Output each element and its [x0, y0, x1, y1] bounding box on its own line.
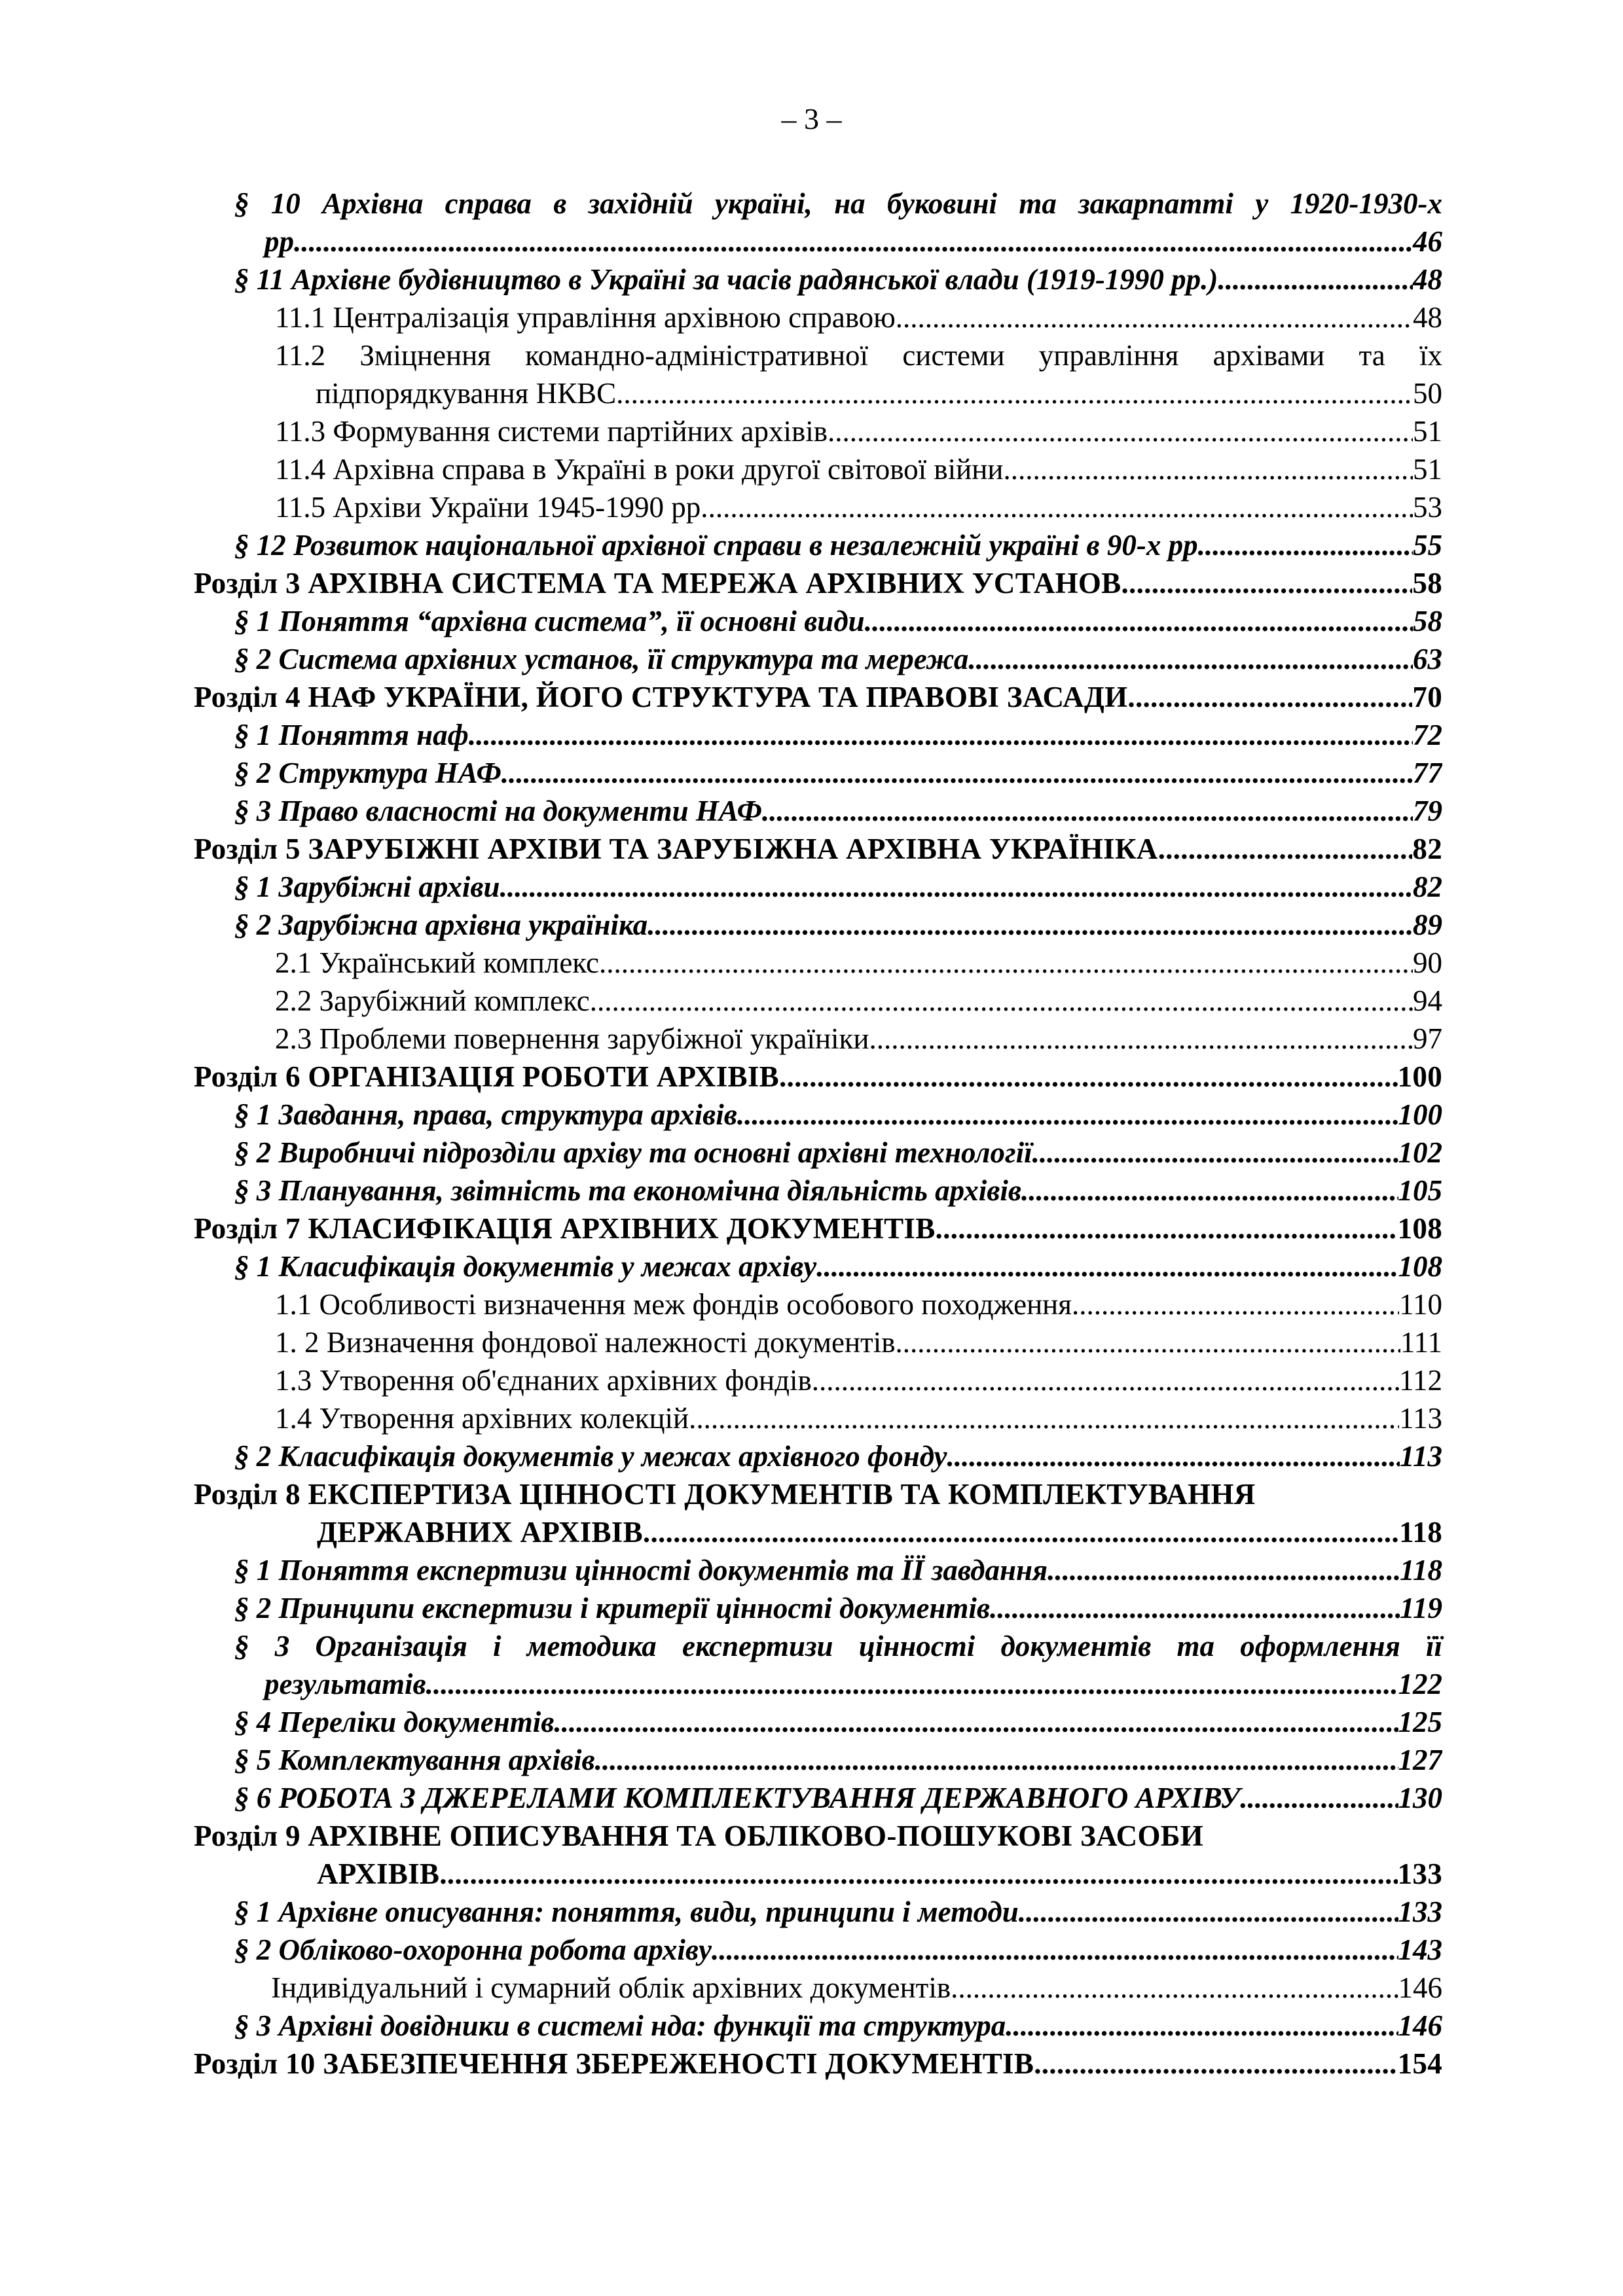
toc-entry-page: 48 — [1413, 301, 1442, 334]
toc-entry-chapter[interactable] — [194, 678, 1442, 716]
toc-entry-page: 58 — [1412, 567, 1442, 600]
toc-entry-chapter[interactable] — [194, 830, 1442, 868]
toc-entry-page: 53 — [1413, 491, 1442, 524]
toc-entry[interactable] — [194, 260, 1442, 298]
table-of-contents — [194, 185, 1442, 2083]
leader-dots — [1122, 564, 1413, 602]
leader-dots — [469, 716, 1413, 754]
toc-entry-title: § 3 Планування, звітність та економічна діяльність архівів — [234, 1174, 1021, 1207]
toc-entry-title: § 11 Архівне будівництво в Україні за часів радянської влади (1919-1990 рр.) — [234, 263, 1218, 296]
toc-entry[interactable] — [194, 868, 1442, 906]
toc-entry[interactable] — [194, 1247, 1442, 1285]
toc-entry-title: рр. — [264, 225, 302, 258]
toc-entry-line1: 11.2 Зміцнення командно-адміністративної системи управління архівами та їх — [275, 339, 1442, 372]
leader-dots — [500, 868, 1413, 906]
toc-entry-title: § 2 Класифікація документів у межах архівного фонду — [234, 1440, 947, 1473]
leader-dots — [1072, 1285, 1399, 1323]
toc-entry-chapter[interactable] — [194, 564, 1442, 602]
toc-entry-title: § 3 Право власності на документи НАФ — [234, 795, 762, 827]
toc-entry[interactable] — [194, 1703, 1442, 1741]
toc-entry-page: 111 — [1400, 1326, 1442, 1359]
toc-entry-title: § 1 Поняття експертизи цінності документів та ЇЇ завдання — [234, 1554, 1048, 1587]
toc-entry-title: 1.3 Утворення об'єднаних архівних фондів — [275, 1364, 812, 1397]
toc-entry-line1: § 3 Організація і методика експертизи цінності документів та оформлення її — [234, 1630, 1442, 1662]
toc-entry-title: 1.4 Утворення архівних колекцій — [275, 1402, 689, 1435]
toc-entry-page: 51 — [1413, 453, 1442, 486]
leader-dots — [501, 754, 1413, 792]
toc-entry[interactable] — [194, 754, 1442, 792]
leader-dots — [1158, 830, 1413, 868]
leader-dots — [1032, 1134, 1398, 1172]
leader-dots — [1003, 450, 1413, 488]
toc-entry-title: Розділ 4 НАФ УКРАЇНИ, ЙОГО СТРУКТУРА ТА ПРАВОВІ ЗАСАДИ — [194, 681, 1128, 713]
toc-entry-title: 11.5 Архіви України 1945-1990 рр. — [275, 491, 708, 524]
toc-entry-page: 127 — [1398, 1744, 1442, 1776]
toc-entry-page: 89 — [1413, 908, 1442, 941]
toc-entry[interactable] — [194, 1437, 1442, 1475]
toc-entry-title: § 5 Комплектування архівів — [234, 1744, 595, 1776]
leader-dots — [599, 944, 1413, 982]
toc-entry-page: 97 — [1413, 1022, 1442, 1055]
toc-entry-title: § 2 Виробничі підрозділи архіву та основні архівні технології — [234, 1136, 1032, 1169]
leader-dots — [812, 1361, 1399, 1399]
leader-dots — [828, 412, 1413, 450]
leader-dots — [616, 374, 1413, 412]
toc-entry[interactable] — [194, 1779, 1442, 1817]
toc-entry-page: 90 — [1413, 946, 1442, 979]
toc-entry[interactable] — [194, 1969, 1442, 2007]
toc-entry-title: § 4 Переліки документів — [234, 1706, 555, 1738]
toc-entry[interactable] — [194, 1551, 1442, 1589]
toc-entry[interactable] — [194, 450, 1442, 488]
toc-entry-page: 72 — [1413, 719, 1442, 751]
toc-entry-line1: § 10 Архівна справа в західній україні, на буковині та закарпатті у 1920-1930-х — [234, 187, 1442, 220]
toc-entry-page: 133 — [1398, 1895, 1442, 1928]
toc-entry-title: § 3 Архівні довідники в системі нда: функції та структура — [234, 2009, 1006, 2042]
toc-entry-chapter[interactable] — [194, 2045, 1442, 2083]
toc-entry-title: Індивідуальний і сумарний облік архівних документів — [271, 1971, 951, 2004]
toc-entry-page: 79 — [1413, 795, 1442, 827]
toc-entry-title: § 1 Класифікація документів у межах архіву — [234, 1250, 817, 1283]
toc-entry-title: ДЕРЖАВНИХ АРХІВІВ — [317, 1516, 643, 1549]
toc-entry-title: 11.1 Централізація управління архівною справою — [275, 301, 896, 334]
leader-dots — [590, 982, 1413, 1020]
toc-entry[interactable] — [194, 1020, 1442, 1058]
toc-entry-page: 63 — [1413, 643, 1442, 675]
toc-entry[interactable] — [194, 1399, 1442, 1437]
toc-entry-title: результатів — [264, 1668, 426, 1700]
leader-dots — [554, 1703, 1398, 1741]
leader-dots — [947, 1437, 1400, 1475]
toc-entry[interactable] — [194, 223, 1442, 260]
toc-entry[interactable] — [194, 1893, 1442, 1931]
leader-dots — [643, 1513, 1399, 1551]
toc-entry[interactable] — [194, 2007, 1442, 2045]
page-number: – 3 – — [781, 102, 842, 135]
toc-entry-title: Розділ 6 ОРГАНІЗАЦІЯ РОБОТИ АРХІВІВ — [194, 1060, 779, 1093]
toc-entry-page: 119 — [1399, 1592, 1442, 1624]
toc-entry-chapter[interactable] — [194, 1513, 1442, 1551]
toc-entry-page: 70 — [1412, 681, 1442, 713]
leader-dots — [712, 1931, 1398, 1969]
toc-entry[interactable] — [194, 412, 1442, 450]
toc-entry-title: § 2 Система архівних установ, її структура та мережа — [234, 643, 969, 675]
toc-entry-page: 46 — [1413, 225, 1442, 258]
toc-entry-title: Розділ 10 ЗАБЕЗПЕЧЕННЯ ЗБЕРЕЖЕНОСТІ ДОКУМЕНТІВ — [194, 2047, 1034, 2080]
toc-entry[interactable] — [194, 944, 1442, 982]
leader-dots — [1240, 1779, 1398, 1817]
toc-entry-title: § 2 Структура НАФ — [234, 757, 501, 789]
toc-entry-line1: Розділ 9 АРХІВНЕ ОПИСУВАННЯ ТА ОБЛІКОВО-ПОШУКОВІ ЗАСОБИ — [194, 1820, 1204, 1852]
leader-dots — [936, 1210, 1398, 1247]
toc-entry[interactable] — [194, 1323, 1442, 1361]
toc-entry-title: § 1 Архівне описування: поняття, види, принципи і методи — [234, 1895, 1019, 1928]
leader-dots — [426, 1665, 1398, 1703]
toc-entry-chapter[interactable] — [194, 1855, 1442, 1893]
toc-entry-title: 2.1 Український комплекс — [275, 946, 600, 979]
toc-entry[interactable] — [194, 298, 1442, 336]
leader-dots — [301, 223, 1413, 260]
toc-entry-page: 82 — [1412, 833, 1442, 865]
toc-entry-title: 11.3 Формування системи партійних архівів — [275, 415, 828, 448]
toc-entry[interactable] — [194, 792, 1442, 830]
toc-entry[interactable] — [194, 1172, 1442, 1210]
toc-entry-title: § 1 Завдання, права, структура архівів — [234, 1098, 737, 1131]
toc-entry[interactable] — [194, 982, 1442, 1020]
leader-dots — [1021, 1172, 1398, 1210]
toc-entry-page: 51 — [1413, 415, 1442, 448]
toc-entry-page: 125 — [1398, 1706, 1442, 1738]
toc-entry-page: 113 — [1399, 1440, 1442, 1473]
toc-entry-title: § 12 Розвиток національної архівної справи в незалежній україні в 90-х рр. — [234, 529, 1205, 562]
toc-entry-title: § 2 Принципи експертизи і критерії цінності документів — [234, 1592, 991, 1624]
toc-entry[interactable] — [194, 488, 1442, 526]
toc-entry[interactable] — [194, 1285, 1442, 1323]
leader-dots — [1019, 1893, 1398, 1931]
leader-dots — [1006, 2007, 1398, 2045]
toc-entry-page: 118 — [1399, 1554, 1442, 1587]
toc-entry-chapter[interactable] — [194, 1210, 1442, 1247]
toc-entry-page: 77 — [1413, 757, 1442, 789]
leader-dots — [708, 488, 1413, 526]
toc-entry[interactable] — [194, 1361, 1442, 1399]
leader-dots — [1218, 260, 1413, 298]
toc-entry-page: 108 — [1398, 1250, 1442, 1283]
leader-dots — [895, 1323, 1400, 1361]
toc-entry-title: 2.3 Проблеми повернення зарубіжної україніки — [275, 1022, 869, 1055]
toc-entry-page: 130 — [1398, 1782, 1442, 1814]
toc-entry-line1: Розділ 8 ЕКСПЕРТИЗА ЦІННОСТІ ДОКУМЕНТІВ ТА КОМПЛЕКТУВАННЯ — [194, 1478, 1256, 1511]
toc-entry[interactable] — [194, 906, 1442, 944]
toc-entry-page: 108 — [1397, 1212, 1442, 1245]
toc-entry[interactable] — [194, 1665, 1442, 1703]
leader-dots — [779, 1058, 1398, 1096]
leader-dots — [896, 298, 1413, 336]
toc-entry-title: § 1 Поняття “архівна система”, її основні види — [234, 605, 865, 637]
toc-entry-page: 48 — [1413, 263, 1442, 296]
leader-dots — [647, 906, 1413, 944]
toc-entry-title: Розділ 5 ЗАРУБІЖНІ АРХІВИ ТА ЗАРУБІЖНА АРХІВНА УКРАЇНІКА — [194, 833, 1158, 865]
leader-dots — [1034, 2045, 1397, 2083]
toc-entry-page: 113 — [1399, 1402, 1442, 1435]
toc-entry-title: Розділ 3 АРХІВНА СИСТЕМА ТА МЕРЕЖА АРХІВНИХ УСТАНОВ — [194, 567, 1122, 600]
leader-dots — [951, 1969, 1398, 2007]
leader-dots — [869, 1020, 1413, 1058]
toc-entry[interactable] — [194, 1589, 1442, 1627]
leader-dots — [816, 1247, 1398, 1285]
leader-dots — [737, 1096, 1398, 1134]
leader-dots — [1048, 1551, 1400, 1589]
toc-entry-title: § 1 Поняття наф — [234, 719, 469, 751]
leader-dots — [689, 1399, 1399, 1437]
leader-dots — [968, 640, 1413, 678]
toc-entry[interactable] — [194, 716, 1442, 754]
toc-entry-title: 2.2 Зарубіжний комплекс — [275, 984, 590, 1017]
toc-entry-page: 143 — [1398, 1933, 1442, 1966]
toc-entry-page: 94 — [1413, 984, 1442, 1017]
toc-entry-page: 100 — [1397, 1060, 1442, 1093]
toc-entry-page: 154 — [1397, 2047, 1442, 2080]
toc-entry-page: 122 — [1398, 1668, 1442, 1700]
toc-entry[interactable] — [194, 602, 1442, 640]
toc-entry-page: 146 — [1398, 1971, 1442, 2004]
toc-entry-page: 110 — [1399, 1288, 1442, 1321]
toc-entry-page: 146 — [1398, 2009, 1442, 2042]
toc-entry-page: 102 — [1398, 1136, 1442, 1169]
toc-entry[interactable] — [194, 640, 1442, 678]
toc-entry[interactable] — [194, 1134, 1442, 1172]
toc-entry-title: 1. 2 Визначення фондової належності документів — [275, 1326, 896, 1359]
leader-dots — [990, 1589, 1400, 1627]
toc-entry-page: 118 — [1399, 1516, 1442, 1549]
toc-entry[interactable] — [194, 1931, 1442, 1969]
toc-entry-title: § 1 Зарубіжні архіви — [234, 870, 500, 903]
toc-entry-title: підпорядкування НКВС — [316, 377, 617, 410]
toc-entry-page: 105 — [1398, 1174, 1442, 1207]
leader-dots — [595, 1741, 1398, 1779]
toc-entry[interactable] — [194, 1741, 1442, 1779]
toc-entry-title: 11.4 Архівна справа в Україні в роки другої світової війни — [275, 453, 1004, 486]
toc-entry[interactable] — [194, 526, 1442, 564]
leader-dots — [762, 792, 1413, 830]
toc-entry-title: Розділ 7 КЛАСИФІКАЦІЯ АРХІВНИХ ДОКУМЕНТІВ — [194, 1212, 936, 1245]
toc-entry-title: 1.1 Особливості визначення меж фондів особового походження — [275, 1288, 1072, 1321]
toc-entry-page: 55 — [1413, 529, 1442, 562]
toc-entry-title: АРХІВІВ — [317, 1857, 440, 1890]
toc-entry-chapter[interactable] — [194, 1058, 1442, 1096]
leader-dots — [1205, 526, 1413, 564]
leader-dots — [1127, 678, 1412, 716]
toc-entry-title: § 2 Обліково-охоронна робота архіву — [234, 1933, 712, 1966]
toc-entry-page: 50 — [1413, 377, 1442, 410]
toc-entry-title: § 6 РОБОТА З ДЖЕРЕЛАМИ КОМПЛЕКТУВАННЯ ДЕРЖАВНОГО АРХІВУ — [234, 1782, 1241, 1814]
toc-entry-page: 82 — [1413, 870, 1442, 903]
toc-entry-page: 112 — [1399, 1364, 1442, 1397]
toc-entry[interactable] — [194, 374, 1442, 412]
toc-entry-page: 133 — [1397, 1857, 1442, 1890]
leader-dots — [865, 602, 1413, 640]
toc-entry-title: § 2 Зарубіжна архівна україніка — [234, 908, 648, 941]
leader-dots — [439, 1855, 1397, 1893]
toc-entry[interactable] — [194, 1096, 1442, 1134]
toc-entry-page: 100 — [1398, 1098, 1442, 1131]
toc-entry-page: 58 — [1413, 605, 1442, 637]
